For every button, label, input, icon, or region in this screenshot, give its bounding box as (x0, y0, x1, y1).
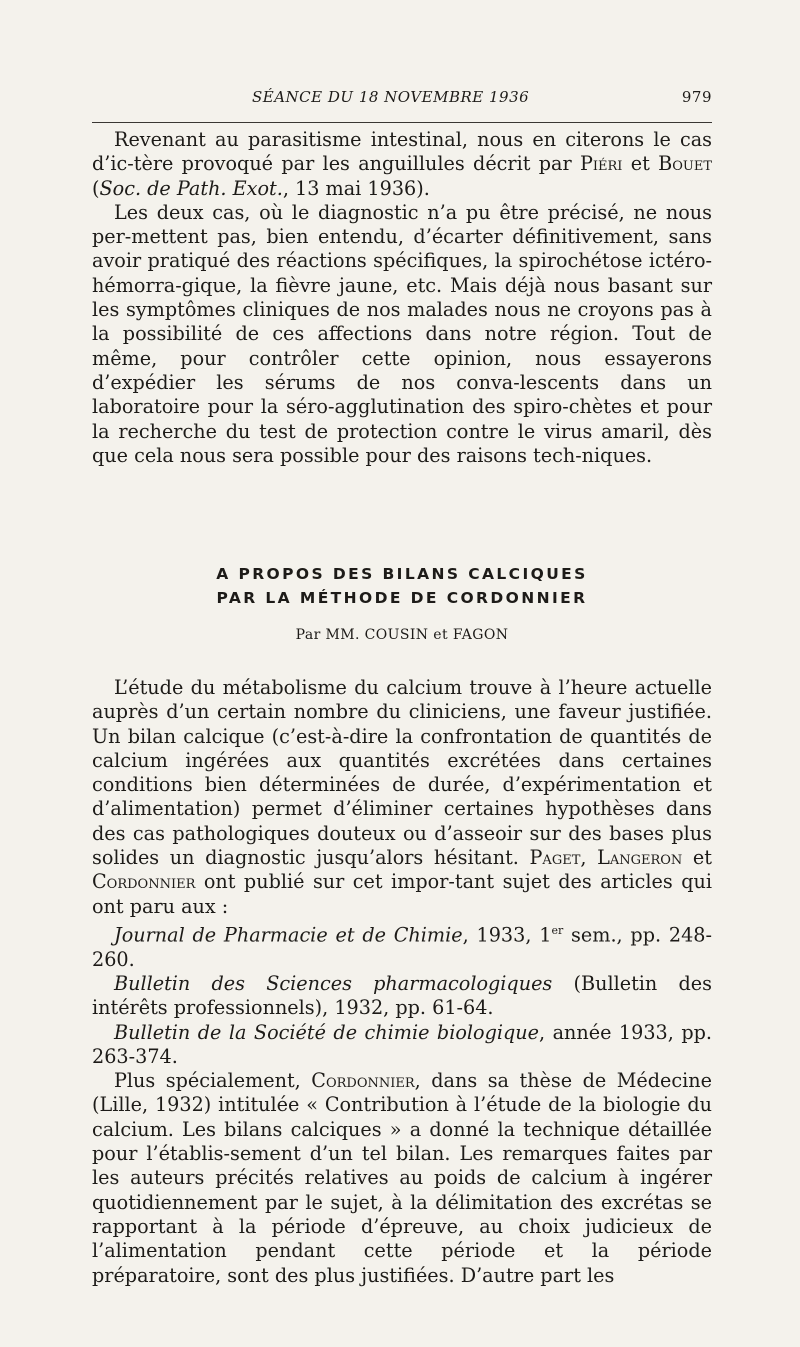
byline: Par MM. COUSIN et FAGON (295, 627, 509, 643)
article-title-line-2: PAR LA MÉTHODE DE CORDONNIER (216, 589, 588, 607)
text-run: (Bulletin des intérêts professionnels), 1932, pp. 61-64. (92, 971, 712, 1020)
journal-title: Soc. de Path. Exot. (99, 176, 283, 200)
text-run: Revenant au parasitisme intestinal, nous en citerons le cas d’ic-tère provoqué par les anguillules décrit par (92, 128, 712, 176)
article-title (92, 562, 712, 610)
running-title: SÉANCE DU 18 NOVEMBRE 1936 (252, 88, 530, 106)
text-run: 1 (539, 923, 552, 947)
text-run: ont publié sur cet impor-tant sujet des articles qui ont paru aux : (92, 870, 712, 918)
author-name: Cordonnier (311, 1069, 415, 1093)
text-run: L’étude du métabolisme du calcium trouve à l’heure actuelle auprès d’un certain nombre du cliniciens, une faveur justifiée. Un bilan calcique (c’est-à-dire la confrontation de quantités de calcium ingérées aux quantités excrétées dans certaines conditions bien déterminées de durée, d’expérimentation et d’alimentation) permet d’éliminer certaines hypothèses dans des cas pathologiques douteux ou d’asseoir sur des bases plus solides un diagnostic jusqu’alors hésitant. (92, 676, 712, 870)
header-rule (92, 122, 712, 123)
author-name: Bouet (658, 152, 712, 176)
text-block-lower (92, 676, 712, 1288)
journal-title: Bulletin des Sciences pharmacologiques (114, 971, 553, 995)
text-run: , 1933, (462, 923, 540, 947)
text-run: et (622, 152, 659, 176)
text-run: , (580, 846, 598, 870)
reference-item (92, 972, 712, 1021)
superscript: er (551, 923, 564, 937)
author-name: Cordonnier (92, 870, 196, 894)
paragraph (92, 676, 712, 919)
article-title-line-1: A PROPOS DES BILANS CALCIQUES (216, 565, 588, 583)
paragraph (92, 128, 712, 201)
text-run: sem., pp. 248-260. (92, 923, 712, 971)
reference-item (92, 919, 712, 972)
text-run: Plus spécialement, (114, 1069, 312, 1093)
paragraph (92, 1069, 712, 1288)
page-number: 979 (681, 88, 712, 106)
reference-item (92, 1021, 712, 1070)
running-header (92, 88, 712, 112)
author-name: Piéri (579, 152, 623, 176)
text-run: ( (92, 176, 100, 200)
text-block-upper (92, 128, 712, 468)
text-run: , dans sa thèse de Médecine (Lille, 1932) intitulée « Contribution à l’étude de la biologie du calcium. Les bilans calciques » a donné la technique détaillée pour l’établis-sement d’un tel bilan. Les remarques faites par les auteurs précités relatives au poids de calcium à ingérer quotidiennement par le sujet, à la délimitation des excrétas se rapportant à la période d’épreuve, au choix judicieux de l’alimentation pendant cette période et la période préparatoire, sont des plus justifiées. D’autre part les (92, 1069, 712, 1287)
paragraph: Les deux cas, où le diagnostic n’a pu être précisé, ne nous per-mettent pas, bien entendu, d’écarter définitivement, sans avoir pratiqué des réactions spécifiques, la spirochétose ictéro-hémorra-gique, la fièvre jaune, etc. Mais déjà nous basant sur les symptômes cliniques de nos malades nous ne croyons pas à la possibilité de ces affections dans notre région. Tout de même, pour contrôler cette opinion, nous essayerons d’expédier les sérums de nos conva-lescents dans un laboratoire pour la séro-agglutination des spiro-chètes et pour la recherche du test de protection contre le virus amaril, dès que cela nous sera possible pour des raisons tech-niques. (92, 200, 712, 467)
author-name: Langeron (597, 846, 683, 870)
journal-title: Journal de Pharmacie et de Chimie (114, 923, 463, 947)
author-name: Paget (529, 846, 581, 870)
text-run: , année 1933, pp. 263-374. (92, 1020, 712, 1068)
journal-title: Bulletin de la Société de chimie biologique (114, 1020, 539, 1044)
text-run: et (682, 846, 712, 870)
text-run: , 13 mai 1936). (282, 176, 430, 200)
